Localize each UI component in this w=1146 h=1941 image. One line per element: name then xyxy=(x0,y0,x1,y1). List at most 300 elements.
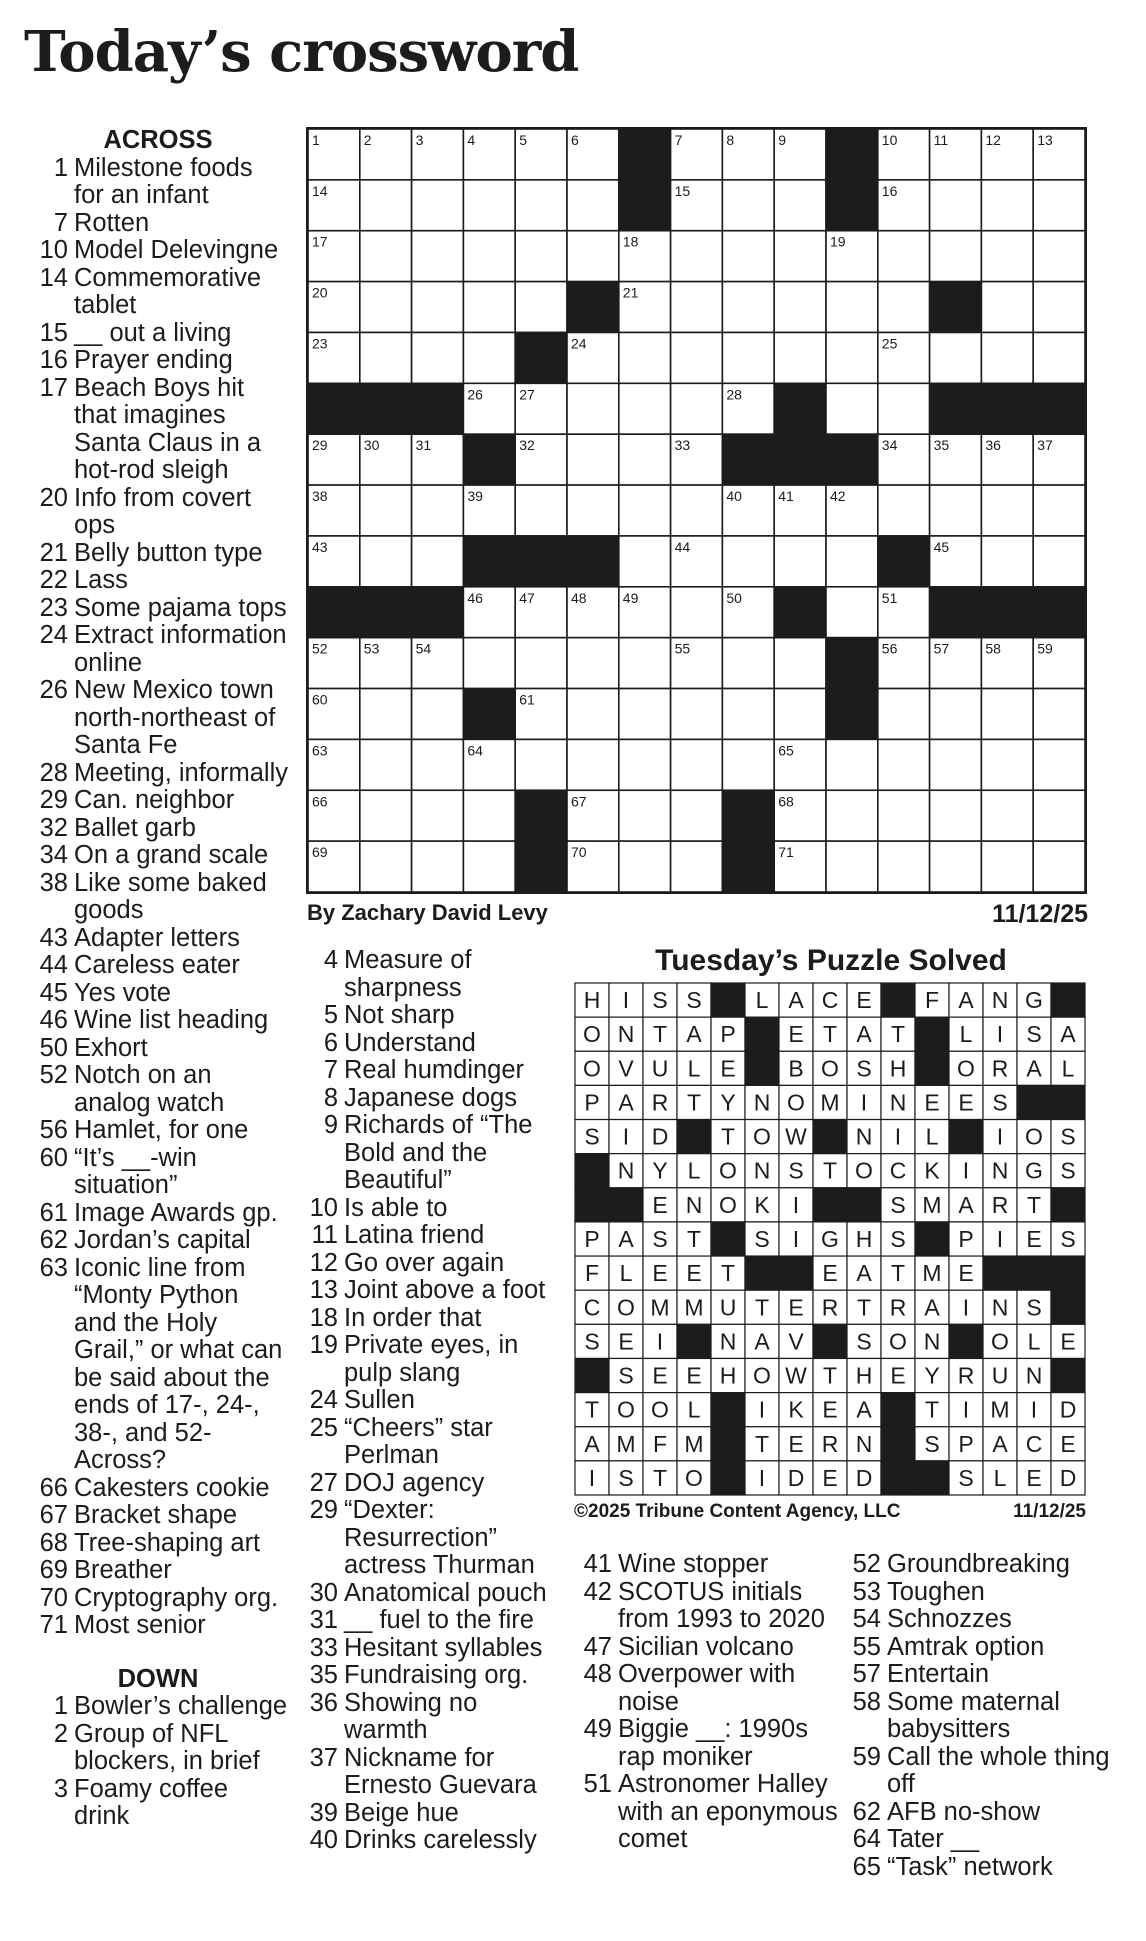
solution-letter: O xyxy=(685,1464,703,1491)
solution-black-square xyxy=(1051,1358,1085,1392)
clue-across-7 xyxy=(28,210,288,238)
grid-cell[interactable] xyxy=(619,689,671,740)
solution-letter: S xyxy=(584,1328,600,1355)
solution-letter: N xyxy=(991,987,1009,1014)
clue-text: Bracket shape xyxy=(74,1501,238,1529)
grid-cell[interactable] xyxy=(1033,180,1085,231)
grid-cell[interactable] xyxy=(981,282,1033,333)
grid-cell[interactable] xyxy=(412,689,464,740)
grid-cell[interactable] xyxy=(412,841,464,892)
grid-cell[interactable] xyxy=(671,383,723,434)
clue-text: Group of NFL blockers, in brief xyxy=(74,1719,260,1775)
grid-cell[interactable] xyxy=(412,180,464,231)
solution-letter: S xyxy=(992,1089,1008,1116)
grid-cell[interactable] xyxy=(515,485,567,536)
cell-number: 53 xyxy=(363,640,380,657)
cell-number: 57 xyxy=(933,640,950,657)
black-square xyxy=(412,587,464,638)
grid-cell[interactable] xyxy=(774,689,826,740)
black-square xyxy=(515,536,567,587)
grid-cell[interactable] xyxy=(1033,739,1085,790)
grid-cell[interactable] xyxy=(826,332,878,383)
grid-cell[interactable] xyxy=(722,739,774,790)
clue-across-14 xyxy=(28,265,288,320)
grid-cell[interactable] xyxy=(360,536,412,587)
clue-text: AFB no-show xyxy=(887,1797,1041,1826)
grid-cell[interactable] xyxy=(930,180,982,231)
grid-cell[interactable] xyxy=(774,536,826,587)
solution-black-square xyxy=(813,1120,847,1154)
grid-cell[interactable] xyxy=(878,485,930,536)
grid-cell[interactable] xyxy=(878,689,930,740)
clue-number: 14 xyxy=(39,263,68,292)
grid-cell[interactable] xyxy=(878,282,930,333)
solution-letter: N xyxy=(719,1328,737,1355)
grid-cell[interactable] xyxy=(567,739,619,790)
solution-letter: T xyxy=(890,1260,906,1287)
grid-cell[interactable] xyxy=(1033,282,1085,333)
grid-cell[interactable] xyxy=(463,180,515,231)
clue-across-10 xyxy=(28,237,288,265)
grid-cell[interactable] xyxy=(826,536,878,587)
grid-cell[interactable] xyxy=(1033,689,1085,740)
grid-cell[interactable] xyxy=(671,332,723,383)
grid-cell[interactable] xyxy=(412,485,464,536)
clue-down_col2-11 xyxy=(304,1222,564,1250)
copyright: ©2025 Tribune Content Agency, LLC xyxy=(574,1501,901,1522)
grid-cell[interactable] xyxy=(412,282,464,333)
solution-letter: T xyxy=(686,1089,702,1116)
grid-cell[interactable] xyxy=(774,638,826,689)
clue-number: 52 xyxy=(39,1061,68,1089)
solution-black-square xyxy=(881,1393,915,1427)
grid-cell[interactable] xyxy=(826,841,878,892)
cell-number: 12 xyxy=(985,132,1001,148)
solution-letter: U xyxy=(991,1362,1009,1389)
clue-across-52 xyxy=(28,1062,288,1117)
grid-cell[interactable] xyxy=(360,689,412,740)
grid-cell[interactable] xyxy=(826,587,878,638)
solution-letter: M xyxy=(922,1191,942,1218)
grid-cell[interactable] xyxy=(412,536,464,587)
clue-text: Latina friend xyxy=(344,1221,485,1249)
grid-cell[interactable] xyxy=(981,841,1033,892)
grid-cell[interactable] xyxy=(619,739,671,790)
cell-number: 11 xyxy=(933,132,949,148)
grid-cell[interactable] xyxy=(567,231,619,282)
clue-text: Model Delevingne xyxy=(74,236,279,264)
grid-cell[interactable] xyxy=(981,485,1033,536)
clue-number: 58 xyxy=(852,1687,881,1716)
clue-down_col2-39 xyxy=(304,1800,564,1828)
solution-black-square xyxy=(1051,1085,1085,1119)
clue-across-60 xyxy=(28,1145,288,1200)
clue-number: 36 xyxy=(309,1688,338,1717)
solution-letter: S xyxy=(652,1226,668,1252)
solution-letter: D xyxy=(787,1464,805,1491)
clue-across-21 xyxy=(28,540,288,568)
clue-across-50 xyxy=(28,1035,288,1063)
clue-text: Fundraising org. xyxy=(344,1661,529,1689)
solution-letter: G xyxy=(1025,987,1043,1014)
solution-black-square xyxy=(915,1051,949,1085)
clue-text: Extract information online xyxy=(74,621,287,677)
grid-cell[interactable] xyxy=(412,231,464,282)
grid-cell[interactable] xyxy=(1033,332,1085,383)
solution-letter: A xyxy=(856,1260,872,1287)
grid-cell[interactable] xyxy=(671,231,723,282)
clue-across-26 xyxy=(28,677,288,760)
solution-letter: Y xyxy=(652,1157,668,1184)
solution-letter: E xyxy=(788,1021,804,1048)
solution-letter: I xyxy=(758,1464,766,1491)
black-square xyxy=(930,282,982,333)
grid-cell[interactable] xyxy=(619,383,671,434)
solution-letter: E xyxy=(618,1328,634,1355)
solution-letter: M xyxy=(684,1294,704,1321)
solution-letter: A xyxy=(992,1430,1008,1457)
solution-letter: S xyxy=(856,1055,872,1082)
solution-letter: R xyxy=(991,1055,1009,1082)
grid-cell[interactable] xyxy=(878,841,930,892)
grid-cell[interactable] xyxy=(722,180,774,231)
solution-letter: N xyxy=(753,1089,771,1116)
clue-number: 39 xyxy=(309,1798,338,1827)
grid-cell[interactable] xyxy=(463,332,515,383)
clue-across-67 xyxy=(28,1502,288,1530)
solution-letter: E xyxy=(924,1089,940,1116)
grid-cell[interactable] xyxy=(722,282,774,333)
solution-letter: Y xyxy=(720,1089,736,1116)
cell-number: 50 xyxy=(726,589,742,606)
cell-number: 26 xyxy=(467,386,483,403)
grid-cell[interactable] xyxy=(981,689,1033,740)
cell-number: 56 xyxy=(881,640,898,657)
grid-cell[interactable] xyxy=(671,739,723,790)
grid-cell[interactable] xyxy=(826,790,878,841)
grid-cell[interactable] xyxy=(930,790,982,841)
grid-cell[interactable] xyxy=(722,689,774,740)
clue-number: 27 xyxy=(309,1468,338,1497)
clue-across-66 xyxy=(28,1475,288,1503)
cell-number: 35 xyxy=(933,437,950,454)
clue-text: Anatomical pouch xyxy=(344,1578,547,1607)
black-square xyxy=(1033,587,1085,638)
clue-text: Richards of “The Bold and the Beautiful” xyxy=(344,1111,533,1194)
black-square xyxy=(360,383,412,434)
grid-cell[interactable] xyxy=(930,739,982,790)
clue-number: 29 xyxy=(39,786,68,814)
grid-cell[interactable] xyxy=(981,180,1033,231)
grid-cell[interactable] xyxy=(930,485,982,536)
grid-cell[interactable] xyxy=(463,231,515,282)
clue-text: Prayer ending xyxy=(74,346,233,374)
solution-letter: N xyxy=(889,1089,907,1116)
grid-cell[interactable] xyxy=(515,180,567,231)
solution-letter: A xyxy=(958,987,974,1014)
black-square xyxy=(722,790,774,841)
grid-cell[interactable] xyxy=(360,231,412,282)
clue-number: 60 xyxy=(39,1143,68,1172)
grid-cell[interactable] xyxy=(826,383,878,434)
clue-number: 56 xyxy=(39,1116,68,1144)
solution-letter: E xyxy=(652,1362,668,1389)
solution-black-square xyxy=(881,1427,915,1461)
grid-cell[interactable] xyxy=(412,790,464,841)
grid-cell[interactable] xyxy=(567,689,619,740)
cell-number: 1 xyxy=(312,132,320,148)
clue-down_col3-48 xyxy=(574,1661,842,1716)
cell-number: 37 xyxy=(1037,437,1053,454)
solution-letter: O xyxy=(617,1294,635,1321)
grid-cell[interactable] xyxy=(722,332,774,383)
clue-number: 57 xyxy=(852,1660,881,1688)
solution-letter: M xyxy=(820,1089,840,1116)
clue-text: Tree-shaping art xyxy=(74,1528,261,1557)
black-square xyxy=(930,587,982,638)
clue-down_col2-13 xyxy=(304,1277,564,1305)
solution-letter: A xyxy=(618,1226,634,1252)
clue-text: Groundbreaking xyxy=(887,1550,1070,1578)
solution-letter: R xyxy=(957,1362,975,1389)
grid-cell[interactable] xyxy=(463,841,515,892)
clue-down_col2-8 xyxy=(304,1085,564,1113)
grid-cell[interactable] xyxy=(619,332,671,383)
solution-letter: L xyxy=(1027,1328,1041,1355)
clue-number: 33 xyxy=(309,1633,338,1662)
solution-black-square xyxy=(915,1222,949,1256)
grid-cell[interactable] xyxy=(360,841,412,892)
grid-cell[interactable] xyxy=(360,739,412,790)
clue-text: Some maternal babysitters xyxy=(887,1687,1060,1743)
grid-cell[interactable] xyxy=(981,739,1033,790)
clue-down_col2-40 xyxy=(304,1827,564,1855)
grid-cell[interactable] xyxy=(1033,841,1085,892)
grid-cell[interactable] xyxy=(722,231,774,282)
clue-number: 35 xyxy=(309,1661,338,1689)
grid-cell[interactable] xyxy=(360,180,412,231)
solution-letter: N xyxy=(923,1328,941,1355)
grid-cell[interactable] xyxy=(671,841,723,892)
clue-across-20 xyxy=(28,485,288,540)
solution-letter: D xyxy=(855,1464,873,1491)
grid-cell[interactable] xyxy=(981,790,1033,841)
across-list xyxy=(28,155,288,1640)
solution-letter: S xyxy=(754,1226,770,1252)
grid-cell[interactable] xyxy=(930,332,982,383)
byline: By Zachary David Levy xyxy=(307,900,548,925)
solution-letter: A xyxy=(958,1191,974,1218)
clue-text: Biggie __: 1990s rap moniker xyxy=(618,1715,808,1771)
grid-cell[interactable] xyxy=(619,485,671,536)
grid-cell[interactable] xyxy=(619,790,671,841)
solution-letter: M xyxy=(922,1260,942,1287)
clue-across-22 xyxy=(28,567,288,595)
grid-cell[interactable] xyxy=(515,282,567,333)
clue-number: 16 xyxy=(39,346,68,374)
clue-number: 3 xyxy=(53,1774,68,1803)
clue-number: 2 xyxy=(53,1719,68,1748)
solution-letter: L xyxy=(959,1021,973,1048)
grid-cell[interactable] xyxy=(515,638,567,689)
cell-number: 31 xyxy=(415,437,432,454)
grid-cell[interactable] xyxy=(774,180,826,231)
clue-number: 10 xyxy=(309,1193,338,1222)
grid-cell[interactable] xyxy=(930,689,982,740)
solution-letter: E xyxy=(1026,1464,1042,1491)
grid-cell[interactable] xyxy=(463,790,515,841)
grid-cell[interactable] xyxy=(930,841,982,892)
clue-text: Some pajama tops xyxy=(74,593,287,622)
grid-cell[interactable] xyxy=(671,689,723,740)
grid-cell[interactable] xyxy=(774,231,826,282)
cell-number: 27 xyxy=(519,386,535,403)
solution-letter: U xyxy=(651,1055,669,1082)
down-list-part4 xyxy=(843,1551,1113,1881)
grid-cell[interactable] xyxy=(774,282,826,333)
solution-black-square xyxy=(711,1222,745,1256)
grid-cell[interactable] xyxy=(981,332,1033,383)
clue-down_col2-36 xyxy=(304,1690,564,1745)
clue-number: 43 xyxy=(39,923,68,952)
grid-cell[interactable] xyxy=(515,739,567,790)
grid-cell[interactable] xyxy=(567,383,619,434)
crossword-grid-svg xyxy=(308,129,1085,892)
solution-letter: R xyxy=(821,1294,839,1321)
cell-number: 63 xyxy=(312,742,328,759)
solution-letter: I xyxy=(588,1464,596,1491)
clue-down_col4-57 xyxy=(843,1661,1113,1689)
grid-cell[interactable] xyxy=(826,739,878,790)
solution-letter: P xyxy=(720,1021,736,1048)
grid-cell[interactable] xyxy=(826,282,878,333)
black-square xyxy=(826,689,878,740)
clue-number: 45 xyxy=(39,978,68,1007)
grid-cell[interactable] xyxy=(360,282,412,333)
grid-cell[interactable] xyxy=(722,638,774,689)
clue-number: 71 xyxy=(39,1611,68,1639)
grid-cell[interactable] xyxy=(774,332,826,383)
clue-down_col3-51 xyxy=(574,1771,842,1854)
cell-number: 30 xyxy=(363,437,380,454)
grid-cell[interactable] xyxy=(360,485,412,536)
grid-cell[interactable] xyxy=(1033,231,1085,282)
cell-number: 59 xyxy=(1037,640,1053,657)
down-list-part2 xyxy=(304,947,564,1855)
grid-cell[interactable] xyxy=(671,790,723,841)
clue-text: Ballet garb xyxy=(74,813,196,842)
grid-cell[interactable] xyxy=(1033,485,1085,536)
clue-text: Can. neighbor xyxy=(74,786,235,814)
grid-cell[interactable] xyxy=(619,536,671,587)
solution-black-square xyxy=(1051,1256,1085,1290)
solution-letter: P xyxy=(958,1430,974,1457)
cell-number: 64 xyxy=(467,742,483,759)
grid-cell[interactable] xyxy=(981,536,1033,587)
solution-letter: E xyxy=(1060,1328,1076,1355)
solution-letter: L xyxy=(925,1123,939,1150)
grid-cell[interactable] xyxy=(671,587,723,638)
solution-date: 11/12/25 xyxy=(1013,1501,1086,1522)
clue-text: Foamy coffee drink xyxy=(74,1774,229,1830)
grid-cell[interactable] xyxy=(619,841,671,892)
grid-cell[interactable] xyxy=(981,231,1033,282)
cell-number: 18 xyxy=(622,233,639,250)
down-clues-col3 xyxy=(574,1551,842,1854)
clue-text: Astronomer Halley with an eponymous comet xyxy=(618,1770,838,1853)
clue-text: Adapter letters xyxy=(74,923,240,952)
clue-text: Like some baked goods xyxy=(74,868,267,924)
solution-letter: T xyxy=(822,1362,838,1389)
grid-cell[interactable] xyxy=(722,536,774,587)
solution-letter: G xyxy=(821,1226,839,1252)
solution-letter: H xyxy=(855,1362,873,1389)
grid-cell[interactable] xyxy=(619,434,671,485)
grid-cell[interactable] xyxy=(671,282,723,333)
solution-letter: P xyxy=(584,1089,600,1116)
grid-cell[interactable] xyxy=(515,231,567,282)
cell-number: 20 xyxy=(312,284,328,301)
grid-cell[interactable] xyxy=(930,231,982,282)
clue-text: Beige hue xyxy=(344,1798,459,1827)
clue-down_col2-30 xyxy=(304,1580,564,1608)
clue-text: New Mexico town north-northeast of Santa Fe xyxy=(74,676,276,759)
clue-text: Measure of sharpness xyxy=(344,946,472,1002)
grid-cell[interactable] xyxy=(1033,536,1085,587)
grid-cell[interactable] xyxy=(412,332,464,383)
solution-letter: O xyxy=(753,1362,771,1389)
solution-black-square xyxy=(881,1461,915,1495)
grid-cell[interactable] xyxy=(463,282,515,333)
grid-cell[interactable] xyxy=(1033,790,1085,841)
cell-number: 39 xyxy=(467,488,483,505)
grid-cell[interactable] xyxy=(671,485,723,536)
grid-cell[interactable] xyxy=(463,638,515,689)
grid-cell[interactable] xyxy=(412,739,464,790)
solution-letter: T xyxy=(652,1021,668,1048)
clue-text: Rotten xyxy=(74,208,150,237)
grid-cell[interactable] xyxy=(619,638,671,689)
clue-number: 11 xyxy=(311,1221,338,1249)
grid-cell[interactable] xyxy=(360,790,412,841)
black-square xyxy=(567,536,619,587)
solution-letter: S xyxy=(1060,1157,1076,1184)
clue-text: Milestone foods for an infant xyxy=(74,153,253,209)
across-clues xyxy=(28,127,288,1831)
solution-letter: L xyxy=(1061,1055,1075,1082)
cell-number: 49 xyxy=(622,589,639,606)
grid-cell[interactable] xyxy=(567,434,619,485)
solution-black-square xyxy=(949,1120,983,1154)
grid-cell[interactable] xyxy=(878,383,930,434)
grid-cell[interactable] xyxy=(567,180,619,231)
cell-number: 46 xyxy=(467,589,483,606)
clue-across-29 xyxy=(28,787,288,815)
grid-cell[interactable] xyxy=(878,790,930,841)
clue-number: 28 xyxy=(39,758,68,787)
grid-cell[interactable] xyxy=(567,638,619,689)
grid-cell[interactable] xyxy=(878,739,930,790)
grid-cell[interactable] xyxy=(567,485,619,536)
solution-black-square xyxy=(575,1358,609,1392)
solution-black-square xyxy=(847,1188,881,1222)
grid-cell[interactable] xyxy=(878,231,930,282)
solution-letter: N xyxy=(991,1294,1009,1321)
solution-letter: W xyxy=(785,1362,807,1389)
clue-text: Lass xyxy=(74,566,128,594)
crossword-grid[interactable] xyxy=(306,127,1087,894)
grid-cell[interactable] xyxy=(360,332,412,383)
